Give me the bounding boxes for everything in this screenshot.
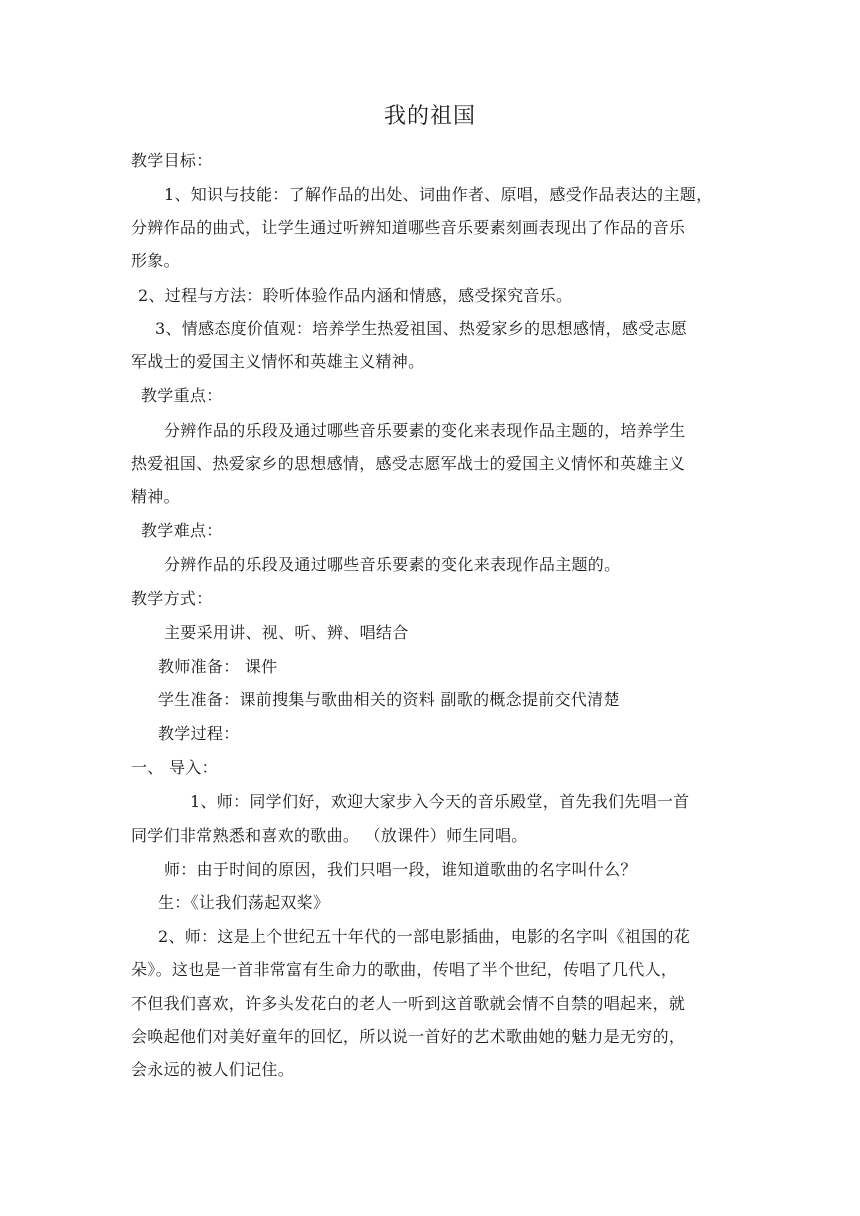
section-heading-introduction: 一、 导入： xyxy=(131,758,218,777)
paragraph-line: 2、过程与方法：聆听体验作品内涵和情感，感受探究音乐。 xyxy=(138,286,573,305)
paragraph-line: 1、师：同学们好，欢迎大家步入今天的音乐殿堂，首先我们先唱一首 xyxy=(190,792,690,811)
paragraph-line: 同学们非常熟悉和喜欢的歌曲。 （放课件）师生同唱。 xyxy=(131,826,528,845)
section-heading-objectives: 教学目标： xyxy=(131,151,213,170)
paragraph-line: 分辨作品的曲式，让学生通过听辨知道哪些音乐要素刻画表现出了作品的音乐 xyxy=(131,218,686,237)
paragraph-line: 热爱祖国、热爱家乡的思想感情，感受志愿军战士的爱国主义情怀和英雄主义 xyxy=(131,454,686,473)
paragraph-line: 形象。 xyxy=(131,251,180,270)
paragraph-line: 会永远的被人们记住。 xyxy=(131,1060,295,1079)
section-heading-method: 教学方式： xyxy=(131,589,213,608)
paragraph-line: 2、师：这是上个世纪五十年代的一部电影插曲，电影的名字叫《祖国的花 xyxy=(158,927,691,946)
paragraph-line: 学生准备：课前搜集与歌曲相关的资料 副歌的概念提前交代清楚 xyxy=(158,690,620,709)
section-heading-process: 教学过程： xyxy=(158,724,240,743)
paragraph-line: 军战士的爱国主义情怀和英雄主义精神。 xyxy=(131,352,425,371)
paragraph-line: 教师准备： 课件 xyxy=(158,657,278,676)
paragraph-line: 朵》。这也是一首非常富有生命力的歌曲，传唱了半个世纪，传唱了几代人， xyxy=(131,960,678,979)
section-heading-difficulties: 教学难点： xyxy=(141,521,223,540)
paragraph-line: 分辨作品的乐段及通过哪些音乐要素的变化来表现作品主题的，培养学生 xyxy=(164,421,686,440)
section-heading-key-points: 教学重点： xyxy=(141,386,223,405)
paragraph-line: 分辨作品的乐段及通过哪些音乐要素的变化来表现作品主题的。 xyxy=(164,555,621,574)
document-title: 我的祖国 xyxy=(383,104,476,129)
paragraph-line: 生：《让我们荡起双桨》 xyxy=(158,893,330,912)
paragraph-line: 主要采用讲、视、听、辨、唱结合 xyxy=(164,623,409,642)
paragraph-line: 3、情感态度价值观：培养学生热爱祖国、热爱家乡的思想感情，感受志愿 xyxy=(155,319,688,338)
paragraph-line: 精神。 xyxy=(131,487,180,506)
paragraph-line: 师：由于时间的原因，我们只唱一段，谁知道歌曲的名字叫什么？ xyxy=(164,860,637,879)
paragraph-line: 不但我们喜欢，许多头发花白的老人一听到这首歌就会情不自禁的唱起来，就 xyxy=(131,994,686,1013)
paragraph-line: 会唤起他们对美好童年的回忆，所以说一首好的艺术歌曲她的魅力是无穷的， xyxy=(131,1027,686,1046)
paragraph-line: 1、知识与技能：了解作品的出处、词曲作者、原唱，感受作品表达的主题， xyxy=(164,185,713,204)
